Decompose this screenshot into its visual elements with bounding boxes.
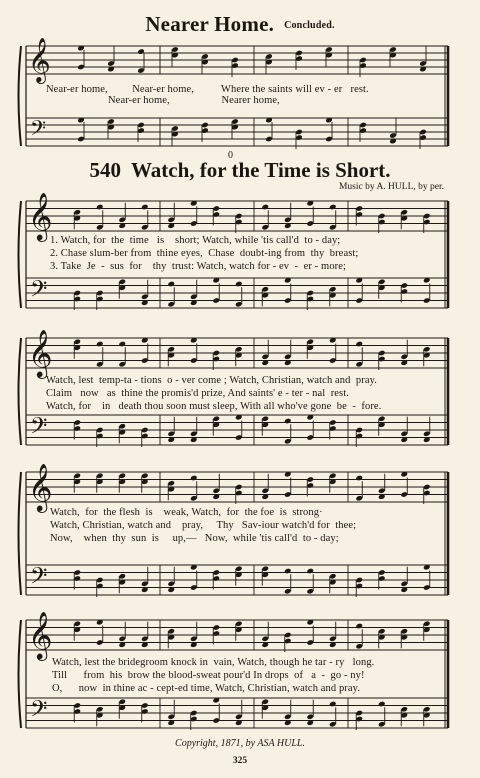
lyric-line: Till from his brow the blood-sweat pour'd In drops of a - go - ny! [52,670,365,681]
notehead [96,341,104,348]
notehead [355,341,363,348]
notehead [235,281,243,288]
notehead [261,204,269,211]
clef: 𝄞 [28,463,53,511]
clef: 𝄞 [28,611,53,659]
notehead [355,475,363,482]
lyric-line: 2. Chase slum-ber from thine eyes, Chase doubt-ing from thy breast; [50,248,359,259]
section-divider: 0 [228,150,233,161]
clef: 𝄢 [30,116,47,145]
lyric-line: Claim now as thine the promis'd prize, And saints' e - ter - nal rest. [46,388,349,399]
lyric-line: 1. Watch, for the time is short; Watch, while 'tis call'd to - day; [50,235,341,246]
clef: 𝄢 [30,563,48,595]
hymn-title-text: Watch, for the Time is Short. [130,158,391,182]
brace [19,201,22,308]
brace [19,472,22,595]
clef: 𝄞 [28,38,51,83]
clef: 𝄞 [28,329,53,377]
brace [19,338,22,445]
notehead [141,204,149,211]
lyric-line: Now, when thy sun is up,— Now, while 'tis call'd to - day; [50,533,339,544]
notehead [190,475,198,482]
top-title: Nearer Home. [145,12,275,36]
page-title [0,12,480,37]
lyric-line: Watch, for the flesh is weak, Watch, for the foe is strong· [50,507,323,518]
notehead [284,418,292,425]
copyright-line: Copyright, 1871, by ASA HULL. [175,738,305,749]
notehead [329,701,337,708]
top-lyrics-upper: Near-er home, Near-er home, Where the saints will ev - er rest. [46,84,369,95]
lyric-line: O, now in thine ac - cept-ed time, Watch, Christian, watch and pray. [52,683,361,694]
lyric-line: 3. Take Je - sus for thy trust: Watch, watch for - ev - er - more; [50,261,347,272]
hymn-number: 540 [89,158,121,182]
lyric-line: Watch, lest temp-ta - tions o - ver come ; Watch, Christian, watch and pray. [46,375,378,386]
lyric-line: Watch, lest the bridegroom knock in vain, Watch, though he tar - ry long. [52,657,375,668]
brace [19,620,22,728]
notehead [329,204,337,211]
page-number: 325 [232,756,248,766]
notehead [306,568,314,575]
clef: 𝄢 [30,413,48,445]
notehead [378,701,386,708]
clef: 𝄞 [28,192,53,240]
top-lyrics-lower: Near-er home, Nearer home, [108,95,280,106]
notehead [355,623,363,630]
notehead [167,281,175,288]
lyric-line: Watch, Christian, watch and pray, Thy Sav-iour watch'd for thee; [50,520,357,531]
brace [19,46,22,146]
clef: 𝄢 [30,696,48,728]
notehead [118,341,126,348]
clef: 𝄢 [30,276,48,308]
concluded-note: Concluded. [284,20,335,31]
hymn-title [0,158,480,183]
lyric-line: Watch, for in death thou soon must sleep, With all who've gone be - fore. [46,401,382,412]
notehead [284,568,292,575]
notehead [96,204,104,211]
music-credit: Music by A. HULL, by per. [338,182,444,192]
